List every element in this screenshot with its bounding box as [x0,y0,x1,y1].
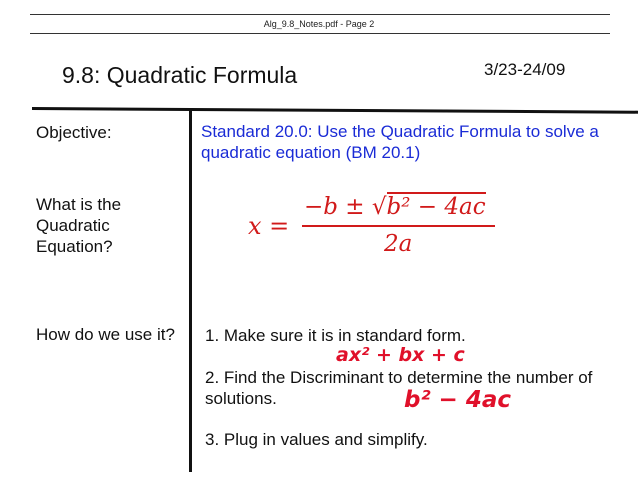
table-horizontal-line [32,107,638,114]
formula-denominator: 2a [384,231,413,257]
step-3: 3. Plug in values and simplify. [205,430,428,449]
page-filename-label: Alg_9.8_Notes.pdf - Page 2 [263,19,375,29]
date-label: 3/23-24/09 [484,60,566,79]
square-root-sign: √ [371,194,387,220]
handwritten-standard-form: ax² + bx + c [336,344,465,366]
top-rule [30,14,610,15]
step-2: 2. Find the Discriminant to determine the number of solutions. [205,368,593,408]
step-1: 1. Make sure it is in standard form. [205,326,466,345]
formula-lhs: x = [248,212,290,240]
objective-text: Standard 20.0: Use the Quadratic Formula to solve a quadratic equation (BM 20.1) [201,122,599,162]
what-is-label: What is the Quadratic Equation? [36,195,122,256]
header-rule [30,33,610,34]
how-label: How do we use it? [36,325,175,344]
objective-label: Objective: [36,123,112,142]
fraction-bar [302,225,495,227]
formula-radicand: b² − 4ac [386,194,486,220]
handwritten-discriminant: b² − 4ac [404,387,511,413]
page-title: 9.8: Quadratic Formula [62,62,298,88]
formula-numerator [304,194,486,220]
table-vertical-line [189,110,192,472]
formula-numerator-prefix: −b ± [304,194,372,220]
